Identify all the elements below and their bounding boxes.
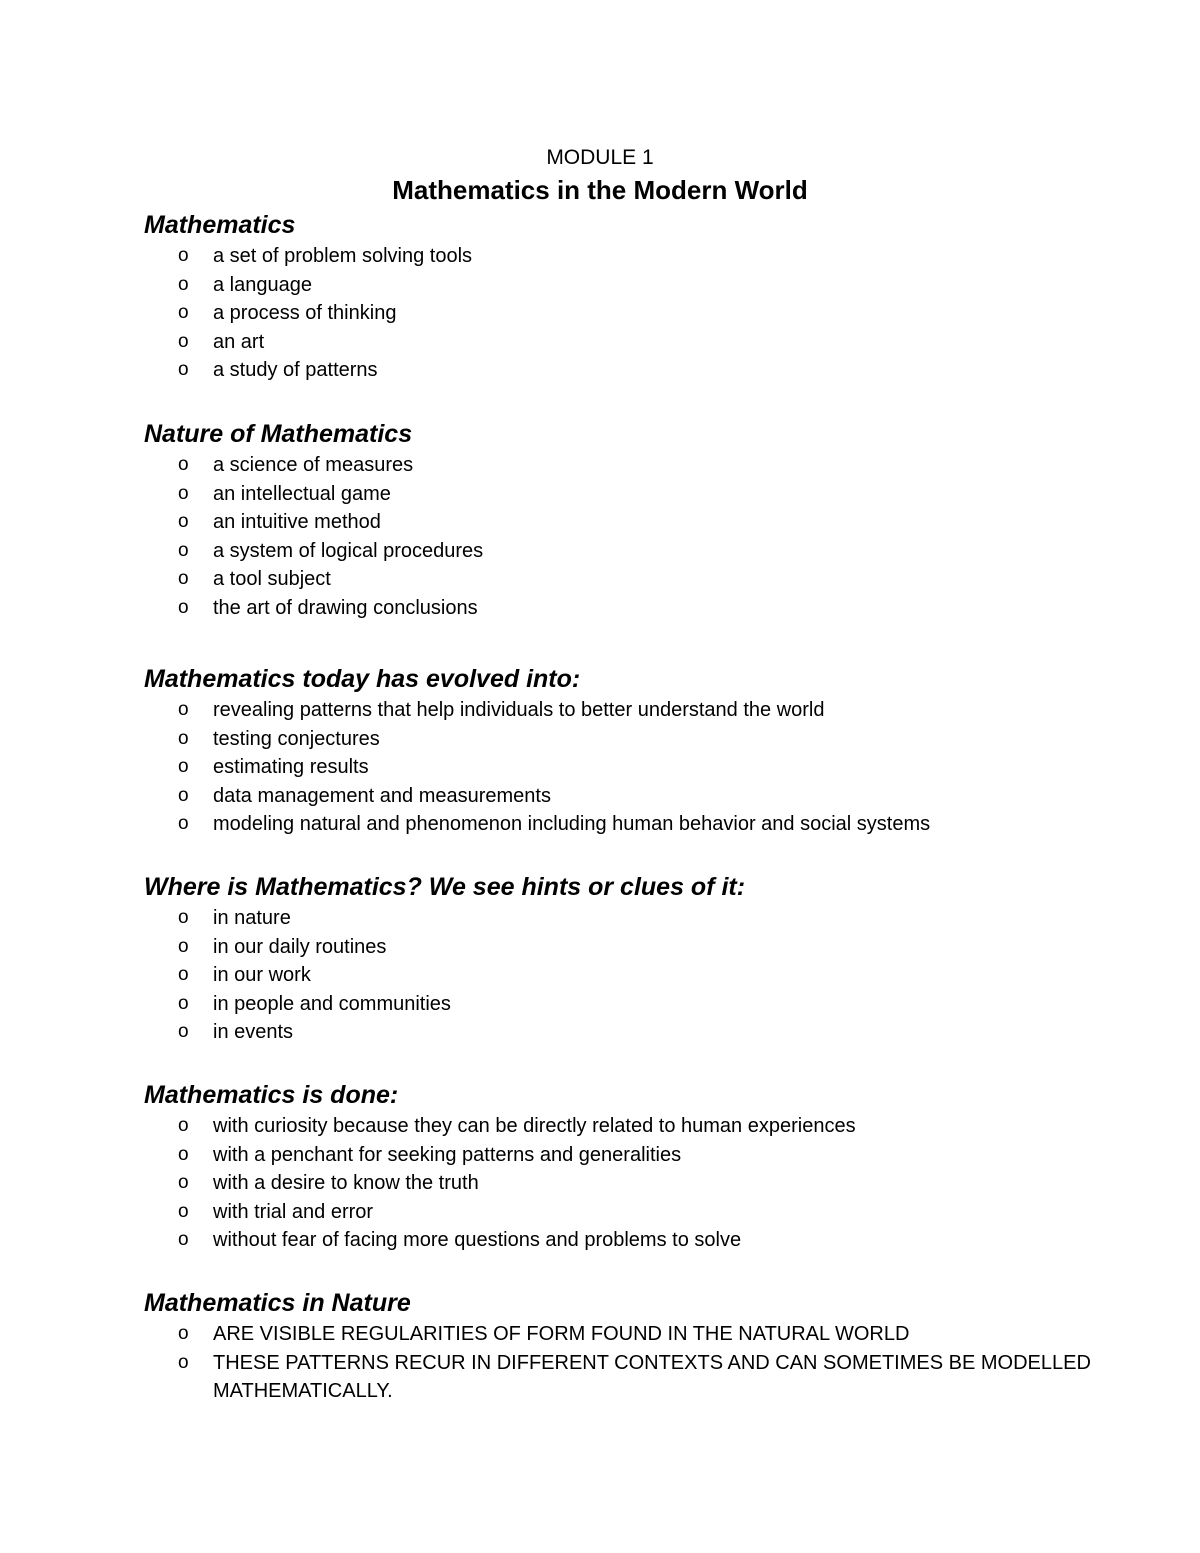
list-item-text: estimating results (213, 756, 369, 779)
section-heading: Mathematics in Nature (144, 1289, 411, 1317)
list-item-text: data management and measurements (213, 784, 551, 807)
list-item-text: a system of logical procedures (213, 539, 484, 562)
list-item (144, 1349, 1104, 1406)
list-item-text: an intuitive method (213, 511, 381, 534)
circle-bullet-icon: o (178, 784, 189, 806)
section-mathematics (144, 208, 1104, 385)
list-item (144, 537, 1104, 566)
list-item-text: THESE PATTERNS RECUR IN DIFFERENT CONTEXTS AND CAN SOMETIMES BE MODELLED MATHEMATICALLY. (213, 1351, 1091, 1403)
list-item-text: the art of drawing conclusions (213, 596, 478, 619)
list-item-text: a tool subject (213, 568, 331, 591)
list-item (144, 356, 1104, 385)
section-mathematics-in-nature (144, 1286, 1104, 1406)
circle-bullet-icon: o (178, 935, 189, 957)
list-item (144, 810, 1104, 839)
list-item (144, 1112, 1104, 1141)
circle-bullet-icon: o (178, 245, 189, 266)
list-item-text: in our work (213, 964, 311, 987)
circle-bullet-icon: o (178, 482, 189, 504)
bullet-list (144, 451, 1104, 623)
circle-bullet-icon: o (178, 330, 189, 352)
circle-bullet-icon: o (178, 454, 189, 475)
list-item-text: with a penchant for seeking patterns and generalities (213, 1143, 682, 1166)
section-mathematics-is-done (144, 1078, 1104, 1255)
list-item (144, 782, 1104, 811)
circle-bullet-icon: o (178, 1323, 189, 1344)
list-item (144, 904, 1104, 933)
circle-bullet-icon: o (178, 1172, 189, 1194)
list-item-text: revealing patterns that help individuals to better understand the world (213, 699, 825, 721)
list-item-text: a study of patterns (213, 359, 378, 382)
circle-bullet-icon: o (178, 1200, 189, 1222)
list-item-text: in people and communities (213, 992, 451, 1015)
list-item (144, 1018, 1104, 1047)
list-item (144, 451, 1104, 480)
list-item (144, 1169, 1104, 1198)
list-item (144, 1141, 1104, 1170)
circle-bullet-icon: o (178, 1351, 189, 1373)
circle-bullet-icon: o (178, 1021, 189, 1043)
section-mathematics-today (144, 662, 1104, 839)
list-item-text: an intellectual game (213, 482, 391, 505)
circle-bullet-icon: o (178, 511, 189, 533)
list-item (144, 1226, 1104, 1255)
list-item (144, 753, 1104, 782)
list-item (144, 508, 1104, 537)
list-item-text: with a desire to know the truth (213, 1172, 479, 1195)
module-label: MODULE 1 (546, 146, 654, 169)
circle-bullet-icon: o (178, 992, 189, 1014)
list-item-text: with trial and error (213, 1200, 374, 1223)
list-item (144, 594, 1104, 623)
list-item-text: a language (213, 273, 312, 296)
circle-bullet-icon: o (178, 907, 189, 928)
list-item-text: an art (213, 330, 265, 353)
section-heading: Mathematics today has evolved into: (144, 665, 581, 693)
bullet-list (144, 242, 1104, 385)
circle-bullet-icon: o (178, 302, 189, 324)
circle-bullet-icon: o (178, 273, 189, 295)
list-item-text: in our daily routines (213, 935, 387, 958)
circle-bullet-icon: o (178, 539, 189, 561)
bullet-list (144, 1112, 1104, 1255)
circle-bullet-icon: o (178, 596, 189, 618)
circle-bullet-icon: o (178, 964, 189, 986)
list-item-text: testing conjectures (213, 727, 380, 750)
section-where-is-mathematics (144, 870, 1104, 1047)
document-title: Mathematics in the Modern World (392, 175, 808, 205)
section-heading: Nature of Mathematics (144, 420, 413, 448)
list-item (144, 242, 1104, 271)
bullet-list (144, 904, 1104, 1047)
list-item (144, 725, 1104, 754)
bullet-list (144, 1320, 1104, 1406)
list-item (144, 696, 1104, 725)
section-nature-of-mathematics (144, 417, 1104, 623)
section-heading: Where is Mathematics? We see hints or clues of it: (144, 873, 746, 901)
list-item (144, 480, 1104, 509)
list-item (144, 961, 1104, 990)
circle-bullet-icon: o (178, 1115, 189, 1136)
circle-bullet-icon: o (178, 813, 189, 835)
circle-bullet-icon: o (178, 359, 189, 381)
list-item-text: a set of problem solving tools (213, 245, 473, 267)
list-item (144, 990, 1104, 1019)
list-item (144, 1198, 1104, 1227)
list-item (144, 565, 1104, 594)
circle-bullet-icon: o (178, 756, 189, 778)
list-item-text: in nature (213, 907, 291, 929)
list-item-text: without fear of facing more questions and problems to solve (213, 1229, 742, 1252)
list-item-text: ARE VISIBLE REGULARITIES OF FORM FOUND IN THE NATURAL WORLD (213, 1323, 910, 1345)
list-item-text: with curiosity because they can be directly related to human experiences (213, 1115, 856, 1137)
list-item (144, 1320, 1104, 1349)
list-item-text: modeling natural and phenomenon including human behavior and social systems (213, 813, 931, 836)
list-item-text: in events (213, 1021, 294, 1044)
list-item-text: a process of thinking (213, 302, 397, 325)
circle-bullet-icon: o (178, 727, 189, 749)
list-item (144, 933, 1104, 962)
list-item-text: a science of measures (213, 454, 414, 476)
circle-bullet-icon: o (178, 699, 189, 720)
list-item (144, 328, 1104, 357)
section-heading: Mathematics (144, 211, 296, 239)
list-item (144, 271, 1104, 300)
circle-bullet-icon: o (178, 1229, 189, 1251)
list-item (144, 299, 1104, 328)
circle-bullet-icon: o (178, 568, 189, 590)
bullet-list (144, 696, 1104, 839)
circle-bullet-icon: o (178, 1143, 189, 1165)
section-heading: Mathematics is done: (144, 1081, 399, 1109)
